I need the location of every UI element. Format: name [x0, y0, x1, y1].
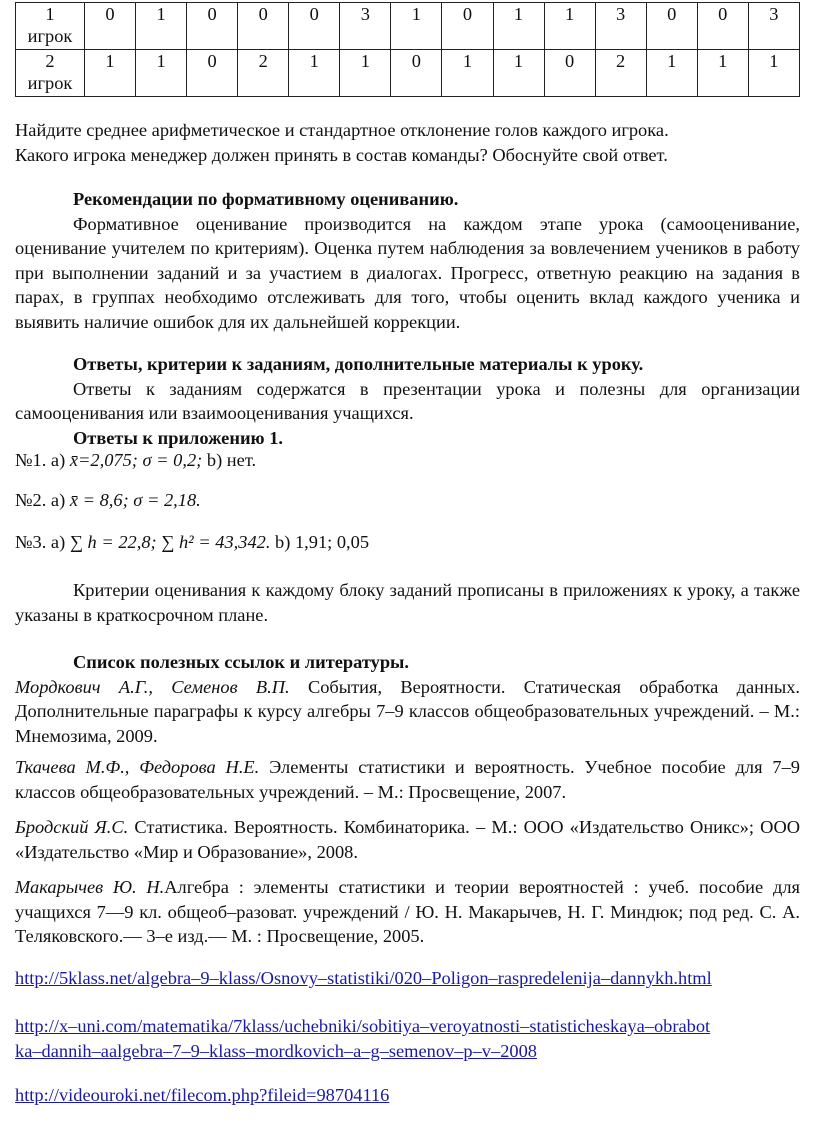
task-line: Какого игрока менеджер должен принять в состав команды? Обоснуйте свой ответ.	[15, 144, 668, 165]
answer-label: №3. а)	[15, 532, 70, 552]
goal-cell: 1	[289, 50, 340, 97]
recommend-block	[15, 187, 800, 334]
goal-cell: 1	[493, 50, 544, 97]
literature-item	[15, 815, 800, 864]
section-heading: Ответы, критерии к заданиям, дополнительные материалы к уроку.	[73, 354, 644, 374]
goal-cell: 2	[595, 50, 646, 97]
criteria-text: Критерии оценивания к каждому блоку заданий прописаны в приложениях к уроку, а также указаны в краткосрочном плане.	[15, 580, 800, 625]
literature-text: Статистика. Вероятность. Комбинаторика. – М.: ООО «Издательство Оникс»; ООО «Издательство «Мир и Образование», 2008.	[15, 817, 801, 862]
goal-cell: 3	[340, 3, 391, 50]
goal-cell: 1	[136, 50, 187, 97]
appendix-heading: Ответы к приложению 1.	[73, 427, 283, 448]
literature-block-2	[15, 755, 800, 804]
literature-text: События, Вероятности. Статическая обработка данных. Дополнительные параграфы к курсу алгебры 7–9 классов общеобразовательных учреждений. – М.: Мнемозима, 2009.	[15, 676, 800, 746]
literature-item	[15, 755, 800, 804]
link-block-3	[15, 1083, 800, 1108]
answers-text: Ответы к заданиям содержатся в презентации урока и полезны для организации самооценивания или взаимооценивания учащихся.	[15, 378, 800, 423]
goals-table	[15, 2, 800, 97]
answer-label: №1. а)	[15, 450, 70, 470]
answer-2	[15, 488, 800, 513]
section-heading: Список полезных ссылок и литературы.	[73, 652, 410, 672]
recommend-text: Формативное оценивание производится на каждом этапе урока (самооценивание, оценивание учителем по критериям). Оценка путем наблюдения за вовлечением учеников в работу при выполнении заданий и за участием в диалогах. Прогресс, ответную реакцию на задания в парах, в группах необходимо отслеживать для того, чтобы оценить вклад каждого ученика и выявить наличие ошибок для их дальнейшей коррекции.	[15, 213, 800, 332]
player-number: 1	[45, 4, 55, 24]
criteria-block	[15, 578, 800, 627]
goal-cell: 0	[187, 3, 238, 50]
literature-item	[15, 675, 800, 749]
goal-cell: 0	[391, 50, 442, 97]
table-row	[16, 3, 800, 50]
literature-text: Элементы статистики и вероятность. Учебное пособие для 7–9 классов общеобразовательных учреждений. – М.: Просвещение, 2007.	[15, 757, 800, 802]
answer-suffix: b) нет.	[202, 450, 257, 470]
answers-block	[15, 352, 800, 450]
goal-cell: 0	[697, 3, 748, 50]
link-block-2	[15, 1014, 800, 1063]
goal-cell: 0	[85, 3, 136, 50]
literature-authors: Мордкович А.Г., Семенов В.П.	[15, 676, 290, 697]
goal-cell: 1	[85, 50, 136, 97]
answer-1	[15, 448, 800, 473]
literature-authors: Ткачева М.Ф., Федорова Н.Е.	[15, 757, 260, 777]
task-block	[15, 118, 800, 167]
literature-item	[15, 875, 800, 949]
goal-cell: 0	[544, 50, 595, 97]
answer-formula: ∑ h = 22,8; ∑ h² = 43,342.	[69, 532, 271, 552]
goal-cell: 1	[391, 3, 442, 50]
player-cell	[16, 50, 85, 97]
goals-table-wrapper	[15, 2, 800, 97]
goal-cell: 0	[187, 50, 238, 97]
task-line: Найдите среднее арифметическое и стандартное отклонение голов каждого игрока.	[15, 120, 669, 140]
player-word: игрок	[27, 73, 73, 93]
player-number: 2	[45, 51, 55, 71]
literature-block-3	[15, 815, 800, 864]
literature-block	[15, 650, 800, 748]
goal-cell: 1	[646, 50, 697, 97]
goal-cell: 3	[595, 3, 646, 50]
literature-authors: Бродский Я.С.	[15, 817, 129, 837]
reference-link[interactable]: http://x–uni.com/matematika/7klass/uchebniki/sobitiya–veroyatnosti–statisticheskaya–obrabotka–dannih–aalgebra–7–9–klass–mordkovich–a–g–semenov–p–v–2008	[15, 1016, 711, 1061]
table-row	[16, 50, 800, 97]
goal-cell: 1	[697, 50, 748, 97]
player-cell	[16, 3, 85, 50]
player-word: игрок	[27, 26, 73, 46]
answer-formula: x̄ = 8,6; σ = 2,18.	[69, 490, 201, 510]
reference-link[interactable]: http://5klass.net/algebra–9–klass/Osnovy–statistiki/020–Poligon–raspredelenija–dannykh.html	[15, 968, 712, 988]
section-heading: Рекомендации по формативному оцениванию.	[73, 189, 459, 209]
goal-cell: 2	[238, 50, 289, 97]
answer-3	[15, 530, 800, 555]
goal-cell: 1	[493, 3, 544, 50]
answer-label: №2. а)	[15, 490, 70, 510]
goal-cell: 3	[748, 3, 799, 50]
literature-text: Алгебра : элементы статистики и теории вероятностей : учеб. пособие для учащихся 7—9 кл. общеоб–разоват. учреждений / Ю. Н. Макарычев, Н. Г. Миндюк; под ред. С. А. Теляковского.— 3–е изд.— М. : Просвещение, 2005.	[15, 877, 800, 946]
literature-block-4	[15, 875, 800, 949]
goal-cell: 1	[340, 50, 391, 97]
goal-cell: 1	[748, 50, 799, 97]
link-block-1	[15, 966, 800, 991]
goal-cell: 0	[238, 3, 289, 50]
goal-cell: 0	[646, 3, 697, 50]
literature-authors: Макарычев Ю. Н.	[15, 877, 165, 897]
goal-cell: 0	[442, 3, 493, 50]
goal-cell: 0	[289, 3, 340, 50]
reference-link[interactable]: http://videouroki.net/filecom.php?fileid=98704116	[15, 1085, 390, 1105]
answer-suffix: b) 1,91; 0,05	[270, 532, 370, 552]
goal-cell: 1	[544, 3, 595, 50]
goal-cell: 1	[442, 50, 493, 97]
answer-formula: x̄=2,075; σ = 0,2;	[69, 450, 203, 470]
goal-cell: 1	[136, 3, 187, 50]
